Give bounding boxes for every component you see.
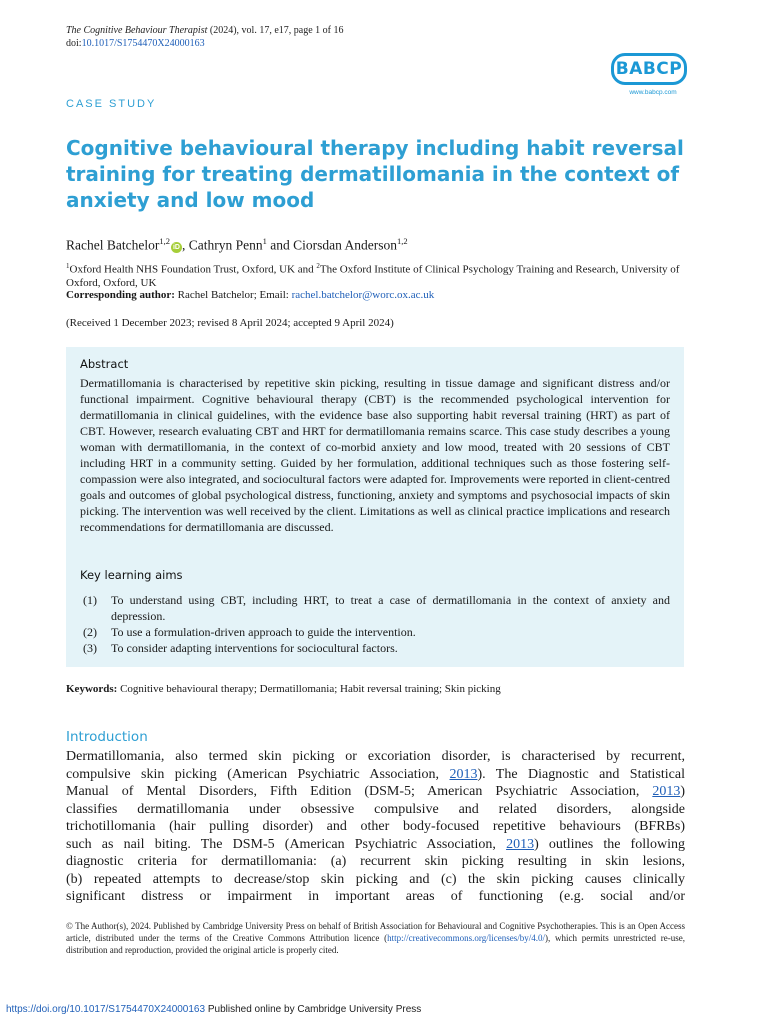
abstract-heading: Abstract bbox=[80, 357, 129, 371]
list-item bbox=[80, 640, 670, 656]
intro-line bbox=[66, 853, 685, 871]
babcp-logo-url: www.babcp.com bbox=[629, 89, 677, 96]
author-name: Ciorsdan Anderson bbox=[293, 237, 397, 253]
affiliation-sup: 1 bbox=[66, 262, 70, 270]
aim-text: To understand using CBT, including HRT, to treat a case of dermatillomania in the context of anxiety and depression. bbox=[111, 593, 670, 623]
corresponding-text: Rachel Batchelor; Email: bbox=[174, 289, 292, 301]
author-name: Cathryn Penn bbox=[188, 237, 263, 253]
keywords-text: Cognitive behavioural therapy; Dermatillomania; Habit reversal training; Skin picking bbox=[117, 683, 501, 695]
intro-line bbox=[66, 801, 685, 819]
article-title: Cognitive behavioural therapy including habit reversal training for treating dermatillomania in the context of anxiety and low mood bbox=[66, 136, 684, 212]
key-learning-aims-heading: Key learning aims bbox=[80, 568, 183, 582]
intro-text: ) bbox=[680, 784, 685, 799]
affiliation-sup: 2 bbox=[316, 262, 320, 270]
babcp-logo[interactable]: BABCP bbox=[611, 53, 687, 85]
intro-text: Manual of Mental Disorders, Fifth Edition (DSM-5; American Psychiatric Association, bbox=[66, 784, 653, 799]
intro-line bbox=[66, 818, 685, 836]
corresponding-author bbox=[66, 289, 691, 303]
journal-name: The Cognitive Behaviour Therapist bbox=[66, 25, 208, 36]
key-learning-aims-list bbox=[80, 592, 670, 656]
intro-text: significant distress or impairment in important areas of functioning (e.g. social and/or bbox=[66, 889, 685, 904]
license-link[interactable]: http://creativecommons.org/licenses/by/4.0/ bbox=[387, 932, 545, 943]
footer-published-text: Published online by Cambridge University Press bbox=[205, 1004, 422, 1015]
affiliation-text: The Oxford Institute of Clinical Psychology Training and Research, University of Oxford, Oxford, UK bbox=[66, 263, 680, 290]
license-statement bbox=[66, 921, 685, 956]
intro-line bbox=[66, 888, 685, 906]
page-footer bbox=[6, 1004, 421, 1015]
journal-details: (2024), vol. 17, e17, page 1 of 16 bbox=[207, 25, 344, 36]
intro-text: such as nail biting. The DSM-5 (American Psychiatric Association, bbox=[66, 836, 507, 852]
intro-line bbox=[66, 836, 685, 854]
intro-text: ). The Diagnostic and Statistical bbox=[477, 766, 685, 782]
affiliation-text: Oxford Health NHS Foundation Trust, Oxford, UK and bbox=[69, 263, 317, 276]
journal-citation bbox=[66, 24, 343, 37]
abstract-body: Dermatillomania is characterised by repetitive skin picking, resulting in tissue damage and significant distress and/or functional impairment. Cognitive behavioural therapy (CBT) is the recommended psychological intervention for dermatillomania in clinical guidelines, with the evidence base also supporting habit reversal training (HRT) as part of CBT. However, research evaluating CBT and HRT for dermatillomania remains scarce. This case study describes a young woman with dermatillomania, in the context of co-morbid anxiety and low mood, treated with 20 sessions of CBT including HRT in a community setting. Guided by her formulation, additional techniques such as those fostering self-compassion were also integrated, and sociocultural factors were adapted for. Improvements were reported in client-centred goals and outcomes of global psychological distress, functioning, anxiety and symptoms and psychosocial impacts of skin picking. The intervention was well received by the client. Limitations as well as clinical practice implications and research recommendations for dermatillomania are discussed. bbox=[80, 376, 670, 534]
citation-link[interactable]: 2013 bbox=[449, 766, 478, 782]
introduction-heading: Introduction bbox=[66, 729, 148, 745]
intro-text: compulsive skin picking (American Psychiatric Association, bbox=[66, 766, 450, 782]
abstract-box bbox=[66, 347, 684, 667]
orcid-icon[interactable]: iD bbox=[172, 243, 180, 251]
citation-link[interactable]: 2013 bbox=[652, 784, 681, 799]
keywords-label: Keywords: bbox=[66, 683, 118, 695]
doi-line bbox=[66, 37, 205, 50]
keywords bbox=[66, 683, 691, 697]
license-text: ), which permits unrestricted re-use, distribution and reproduction, provided the original article is properly cited. bbox=[66, 932, 685, 955]
aim-number: (3) bbox=[83, 641, 97, 655]
corresponding-email-link[interactable]: rachel.batchelor@worc.ox.ac.uk bbox=[291, 289, 435, 301]
received-dates: (Received 1 December 2023; revised 8 April 2024; accepted 9 April 2024) bbox=[66, 317, 394, 329]
author-name: Rachel Batchelor bbox=[66, 237, 160, 253]
intro-text: trichotillomania (hair pulling disorder) and other body-focused repetitive behaviours (BFRBs) bbox=[66, 819, 685, 834]
author-separator: , bbox=[181, 237, 189, 253]
intro-line bbox=[66, 783, 685, 801]
author-separator: and bbox=[266, 237, 294, 253]
intro-text: ) outlines the following bbox=[534, 836, 685, 852]
doi-prefix: doi: bbox=[66, 38, 82, 49]
aim-text: To consider adapting interventions for sociocultural factors. bbox=[111, 641, 398, 655]
footer-doi-link[interactable]: https://doi.org/10.1017/S1754470X24000163 bbox=[6, 1004, 206, 1015]
author-affiliation-sup: 1,2 bbox=[396, 236, 408, 246]
corresponding-label: Corresponding author: bbox=[66, 289, 175, 301]
aim-number: (1) bbox=[83, 593, 97, 607]
list-item bbox=[80, 592, 670, 624]
article-type-label: CASE STUDY bbox=[66, 98, 157, 110]
intro-line bbox=[66, 871, 685, 889]
aim-number: (2) bbox=[83, 625, 97, 639]
intro-text: Dermatillomania, also termed skin picking or excoriation disorder, is characterised by recurrent, bbox=[66, 749, 685, 764]
list-item bbox=[80, 624, 670, 640]
doi-link[interactable]: 10.1017/S1754470X24000163 bbox=[81, 38, 205, 49]
author-affiliation-sup: 1 bbox=[262, 236, 267, 246]
author-affiliation-sup: 1,2 bbox=[159, 236, 170, 246]
introduction-body bbox=[66, 748, 685, 906]
intro-text: classifies dermatillomania under obsessive compulsive and related disorders, alongside bbox=[66, 801, 685, 817]
citation-link[interactable]: 2013 bbox=[506, 836, 535, 852]
license-text: © The Author(s), 2024. Published by Cambridge University Press on behalf of British Association for Behavioural and Cognitive Psychotherapies. This is an Open Access article, distributed under the terms of the Creative Commons Attribution licence ( bbox=[66, 921, 685, 943]
intro-line bbox=[66, 766, 685, 784]
intro-line bbox=[66, 748, 685, 766]
author-list bbox=[66, 232, 706, 255]
affiliations bbox=[66, 260, 691, 291]
intro-text: diagnostic criteria for dermatillomania: (a) recurrent skin picking resulting in skin lesions, bbox=[66, 854, 685, 869]
aim-text: To use a formulation-driven approach to guide the intervention. bbox=[111, 625, 416, 639]
intro-text: (b) repeated attempts to decrease/stop skin picking and (c) the skin picking causes clinically bbox=[66, 871, 685, 887]
